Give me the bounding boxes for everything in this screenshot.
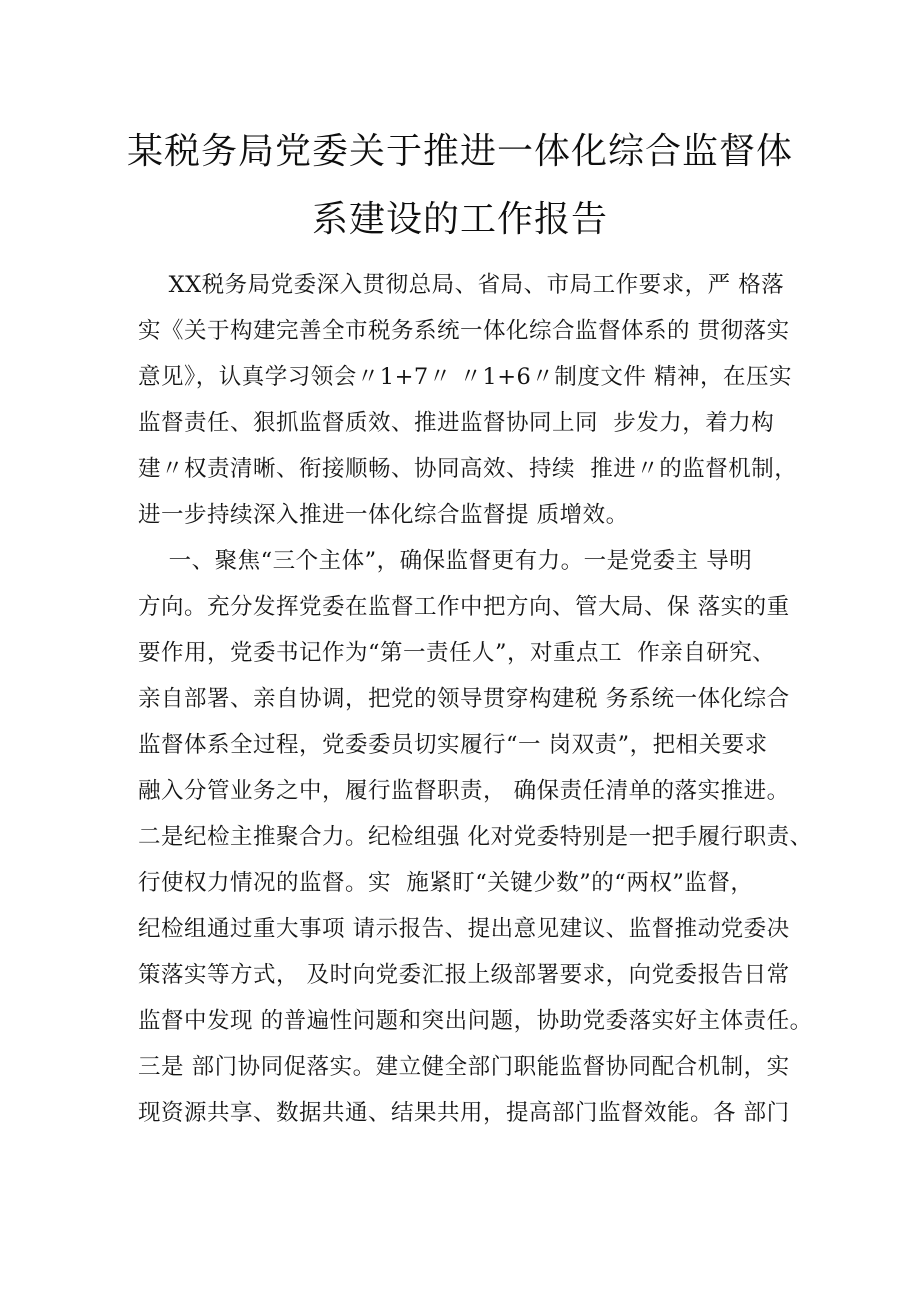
body-line: 融入分管业务之中，履行监督职责， 确保责任清单的落实推进。 xyxy=(138,778,790,804)
document-title-line-1: 某税务局党委关于推进一体化综合监督体 xyxy=(126,131,793,172)
body-line: 行使权力情况的监督。实 施紧盯“关键少数”的“两权”监督， xyxy=(138,870,754,896)
body-line: 策落实等方式， 及时向党委汇报上级部署要求，向党委报告日常 xyxy=(138,962,790,988)
document-title-line-2: 系建设的工作报告 xyxy=(311,199,608,240)
body-line: 意见》，认真学习领会〃1+7〃 〃1+6〃制度文件 精神，在压实 xyxy=(138,364,793,390)
body-line: 监督责任、狠抓监督质效、推进监督协同上同 步发力，着力构 xyxy=(138,410,775,436)
body-line: 进一步持续深入推进一体化综合监督提 质增效。 xyxy=(138,502,629,528)
body-line: 要作用，党委书记作为“第一责任人”，对重点工 作亲自研究、 xyxy=(138,640,776,666)
body-line: 亲自部署、亲自协调，把党的领导贯穿构建税 务系统一体化综合 xyxy=(138,686,790,712)
body-line: 监督中发现 的普遍性问题和突出问题，协助党委落实好主体责任。 xyxy=(138,1008,813,1034)
body-line: XX税务局党委深入贯彻总局、省局、市局工作要求，严 格落 xyxy=(138,272,785,298)
body-line: 一、聚焦“三个主体”，确保监督更有力。一是党委主 导明 xyxy=(138,548,753,574)
body-line: 方向。充分发挥党委在监督工作中把方向、管大局、保 落实的重 xyxy=(138,594,790,620)
body-line: 建〃权责清晰、衔接顺畅、协同高效、持续 推进〃的监督机制， xyxy=(138,456,798,482)
body-line: 监督体系全过程，党委委员切实履行“一 岗双责”，把相关要求 xyxy=(138,732,768,758)
body-line: 实《关于构建完善全市税务系统一体化综合监督体系的 贯彻落实 xyxy=(138,318,790,344)
body-line: 现资源共享、数据共通、结果共用，提高部门监督效能。各 部门 xyxy=(138,1100,790,1126)
body-line: 二是纪检主推聚合力。纪检组强 化对党委特别是一把手履行职责、 xyxy=(138,824,813,850)
body-line: 三是 部门协同促落实。建立健全部门职能监督协同配合机制，实 xyxy=(138,1054,790,1080)
body-line: 纪检组通过重大事项 请示报告、提出意见建议、监督推动党委决 xyxy=(138,916,790,942)
